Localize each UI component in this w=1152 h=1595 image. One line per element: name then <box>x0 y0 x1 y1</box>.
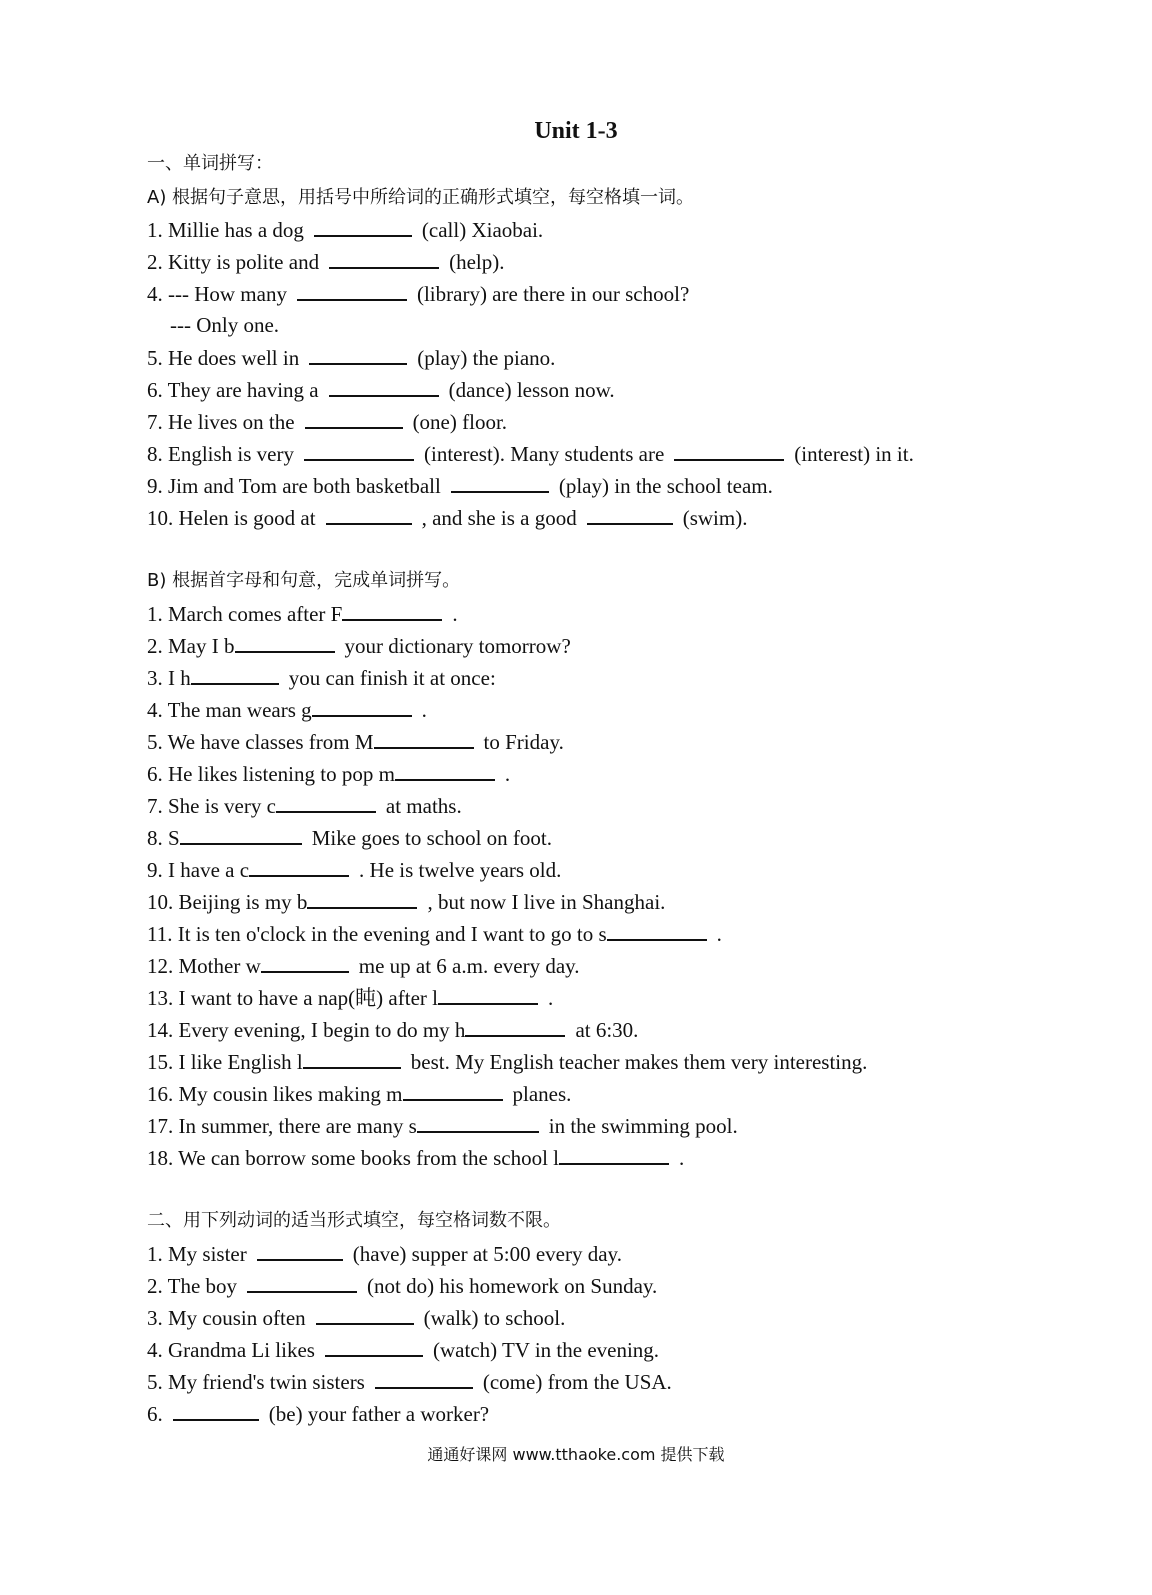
page-title: Unit 1-3 <box>534 118 618 144</box>
partA-item-6: 6. They are having a (dance) lesson now. <box>147 375 615 403</box>
answer-blank[interactable] <box>191 663 279 685</box>
partA-item-7: 7. He lives on the (one) floor. <box>147 407 507 435</box>
answer-blank[interactable] <box>329 247 439 269</box>
answer-blank[interactable] <box>607 919 707 941</box>
partB-item-8: 8. S Mike goes to school on foot. <box>147 823 552 851</box>
partB-item-2: 2. May I b your dictionary tomorrow? <box>147 631 571 659</box>
partB-item-1: 1. March comes after F . <box>147 599 458 627</box>
partA-item-5: 5. He does well in (play) the piano. <box>147 343 555 371</box>
partA-item-8: 8. English is very (interest). Many students are (interest) in it. <box>147 439 914 467</box>
answer-blank[interactable] <box>342 599 442 621</box>
partA-instruction: A) 根据句子意思，用括号中所给词的正确形式填空，每空格填一词。 <box>147 187 695 208</box>
partB-item-3: 3. I h you can finish it at once: <box>147 663 496 691</box>
section2-item-4: 4. Grandma Li likes (watch) TV in the evening. <box>147 1335 659 1363</box>
partB-item-12: 12. Mother w me up at 6 a.m. every day. <box>147 951 580 979</box>
answer-blank[interactable] <box>326 503 412 525</box>
answer-blank[interactable] <box>309 343 407 365</box>
answer-blank[interactable] <box>375 1367 473 1389</box>
answer-blank[interactable] <box>451 471 549 493</box>
partB-item-16: 16. My cousin likes making m planes. <box>147 1079 571 1107</box>
answer-blank[interactable] <box>276 791 376 813</box>
answer-blank[interactable] <box>325 1335 423 1357</box>
partB-item-6: 6. He likes listening to pop m . <box>147 759 510 787</box>
answer-blank[interactable] <box>316 1303 414 1325</box>
section2-item-2: 2. The boy (not do) his homework on Sunday. <box>147 1271 657 1299</box>
answer-blank[interactable] <box>438 983 538 1005</box>
answer-blank[interactable] <box>312 695 412 717</box>
section2-heading: 二、用下列动词的适当形式填空，每空格词数不限。 <box>147 1210 561 1231</box>
section2-item-3: 3. My cousin often (walk) to school. <box>147 1303 565 1331</box>
answer-blank[interactable] <box>297 279 407 301</box>
answer-blank[interactable] <box>403 1079 503 1101</box>
page-footer: 通通好课网 www.tthaoke.com 提供下载 <box>427 1445 725 1464</box>
answer-blank[interactable] <box>261 951 349 973</box>
answer-blank[interactable] <box>314 215 412 237</box>
partB-item-11: 11. It is ten o'clock in the evening and I want to go to s . <box>147 919 722 947</box>
answer-blank[interactable] <box>395 759 495 781</box>
section2-item-6: 6. (be) your father a worker? <box>147 1399 489 1427</box>
partA-item-9: 9. Jim and Tom are both basketball (play) in the school team. <box>147 471 773 499</box>
partA-item-4: 4. --- How many (library) are there in our school? <box>147 279 689 307</box>
answer-blank[interactable] <box>374 727 474 749</box>
answer-blank[interactable] <box>257 1239 343 1261</box>
partB-item-15: 15. I like English l best. My English teacher makes them very interesting. <box>147 1047 867 1075</box>
answer-blank[interactable] <box>247 1271 357 1293</box>
partB-item-9: 9. I have a c . He is twelve years old. <box>147 855 561 883</box>
partB-item-5: 5. We have classes from M to Friday. <box>147 727 564 755</box>
partB-item-7: 7. She is very c at maths. <box>147 791 462 819</box>
partB-instruction: B) 根据首字母和句意，完成单词拼写。 <box>147 570 461 591</box>
partB-item-18: 18. We can borrow some books from the school l . <box>147 1143 684 1171</box>
answer-blank[interactable] <box>307 887 417 909</box>
answer-blank[interactable] <box>249 855 349 877</box>
partA-item-10: 10. Helen is good at , and she is a good (swim). <box>147 503 747 531</box>
partA-item-4-reply: --- Only one. <box>170 313 280 337</box>
answer-blank[interactable] <box>235 631 335 653</box>
partB-item-17: 17. In summer, there are many s in the swimming pool. <box>147 1111 738 1139</box>
partA-item-1: 1. Millie has a dog (call) Xiaobai. <box>147 215 543 243</box>
section2-item-5: 5. My friend's twin sisters (come) from the USA. <box>147 1367 672 1395</box>
answer-blank[interactable] <box>329 375 439 397</box>
answer-blank[interactable] <box>173 1399 259 1421</box>
partA-item-2: 2. Kitty is polite and (help). <box>147 247 504 275</box>
answer-blank[interactable] <box>305 407 403 429</box>
answer-blank[interactable] <box>559 1143 669 1165</box>
answer-blank[interactable] <box>587 503 673 525</box>
section2-item-1: 1. My sister (have) supper at 5:00 every day. <box>147 1239 622 1267</box>
answer-blank[interactable] <box>417 1111 539 1133</box>
partB-item-14: 14. Every evening, I begin to do my h at 6:30. <box>147 1015 638 1043</box>
partB-item-10: 10. Beijing is my b , but now I live in Shanghai. <box>147 887 665 915</box>
answer-blank[interactable] <box>304 439 414 461</box>
answer-blank[interactable] <box>674 439 784 461</box>
answer-blank[interactable] <box>180 823 302 845</box>
answer-blank[interactable] <box>303 1047 401 1069</box>
partB-item-4: 4. The man wears g . <box>147 695 427 723</box>
section1-heading: 一、单词拼写： <box>147 153 273 174</box>
answer-blank[interactable] <box>465 1015 565 1037</box>
partB-item-13: 13. I want to have a nap(盹) after l . <box>147 983 553 1011</box>
